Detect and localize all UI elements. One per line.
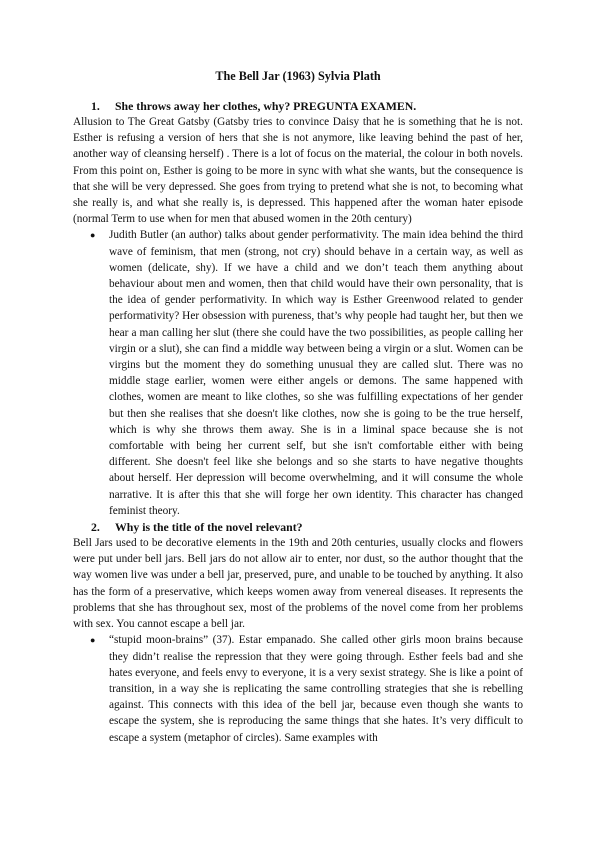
section-1-bullet-list	[73, 227, 523, 519]
section-2-number: 2.	[91, 520, 100, 535]
section-1-heading-text: She throws away her clothes, why? PREGUNTA EXAMEN.	[115, 99, 417, 113]
section-1-bullet-text: Judith Butler (an author) talks about gender performativity. The main idea behind the third wave of feminism, that men (strong, not cry) should behave in a certain way, as well as women (delicate, shy). If we have a child and we don’t teach them anything about behaviour about men and women, then that child would have their own personality, that is the idea of gender performativity. In which way is Esther Greenwood related to gender performativity? Her obsession with pureness, that’s why people had taught her, but then we hear a man calling her slut (there she could have the two possibilities, as people calling her virgin or a slut), she can find a middle way between being a virgin or a slut. Women can be virgins but the moment they do something unusual they are called slut. There was no middle stage earlier, women were either angels or demons. The same happened with clothes, women are meant to like clothes, so she was fulfilling expectations of her gender but then she realises that she doesn't like clothes, now she is going to be the true herself, which is why she throws them away. She is in a liminal space because she is not comfortable with being her current self, but she isn't comfortable either with being different. She doesn't feel like she belongs and so she starts to have negative thoughts about herself. Her depression will become overwhelming, and it will consume the whole narrative. It is after this that she will forge her own identity. This character has changed feminist theory.	[109, 229, 523, 517]
section-2-bullet-list	[73, 632, 523, 745]
list-item	[73, 227, 523, 519]
section-2-heading	[73, 519, 523, 535]
section-1-paragraph: Allusion to The Great Gatsby (Gatsby tries to convince Daisy that he is something that he is not. Esther is refusing a version of hers that she is not anymore, like leaving behind the past of her, another way of cleansing herself) . There is a lot of focus on the material, the colour in both novels. From this point on, Esther is going to be more in sync with what she wants, but the consequence is that she will be very depressed. She goes from trying to pretend what she is not, to becoming what she really is, and what she really is, is depressed. This happened after the woman hater episode (normal Term to use when for men that abused women in the 20th century)	[73, 116, 523, 226]
section-2-bullet-text: “stupid moon-brains” (37). Estar empanado. She called other girls moon brains because they didn’t realise the repression that they were going through. Esther feels bad and she hates everyone, and feels envy to everyone, it is a very sexist strategy. She is like a point of transition, in a way she is replicating the same controlling strategies that she is rebelling against. This connects with this idea of the bell jar, because even though she wants to escape the system, she is reproducing the same things that she hates. It’s very difficult to escape a system (metaphor of circles). Same examples with	[109, 634, 523, 744]
section-1-heading	[73, 98, 523, 114]
document-title: The Bell Jar (1963) Sylvia Plath	[215, 69, 381, 83]
list-item	[73, 632, 523, 745]
section-1-number: 1.	[91, 99, 100, 113]
bullet-icon: ●	[90, 635, 96, 646]
section-2-heading-text: Why is the title of the novel relevant?	[115, 520, 303, 535]
section-2-paragraph: Bell Jars used to be decorative elements in the 19th and 20th centuries, usually clocks and flowers were put under bell jars. Bell jars do not allow air to enter, nor dust, so the author thought that the way women live was under a bell jar, preserved, pure, and unable to be touched by anything. It also has the form of a preservative, which keeps women away from venereal diseases. It represents the problems that she has throughout sex, most of the problems of the novel come from her problems with sex. You cannot escape a bell jar.	[73, 537, 523, 631]
bullet-icon: ●	[90, 230, 96, 241]
